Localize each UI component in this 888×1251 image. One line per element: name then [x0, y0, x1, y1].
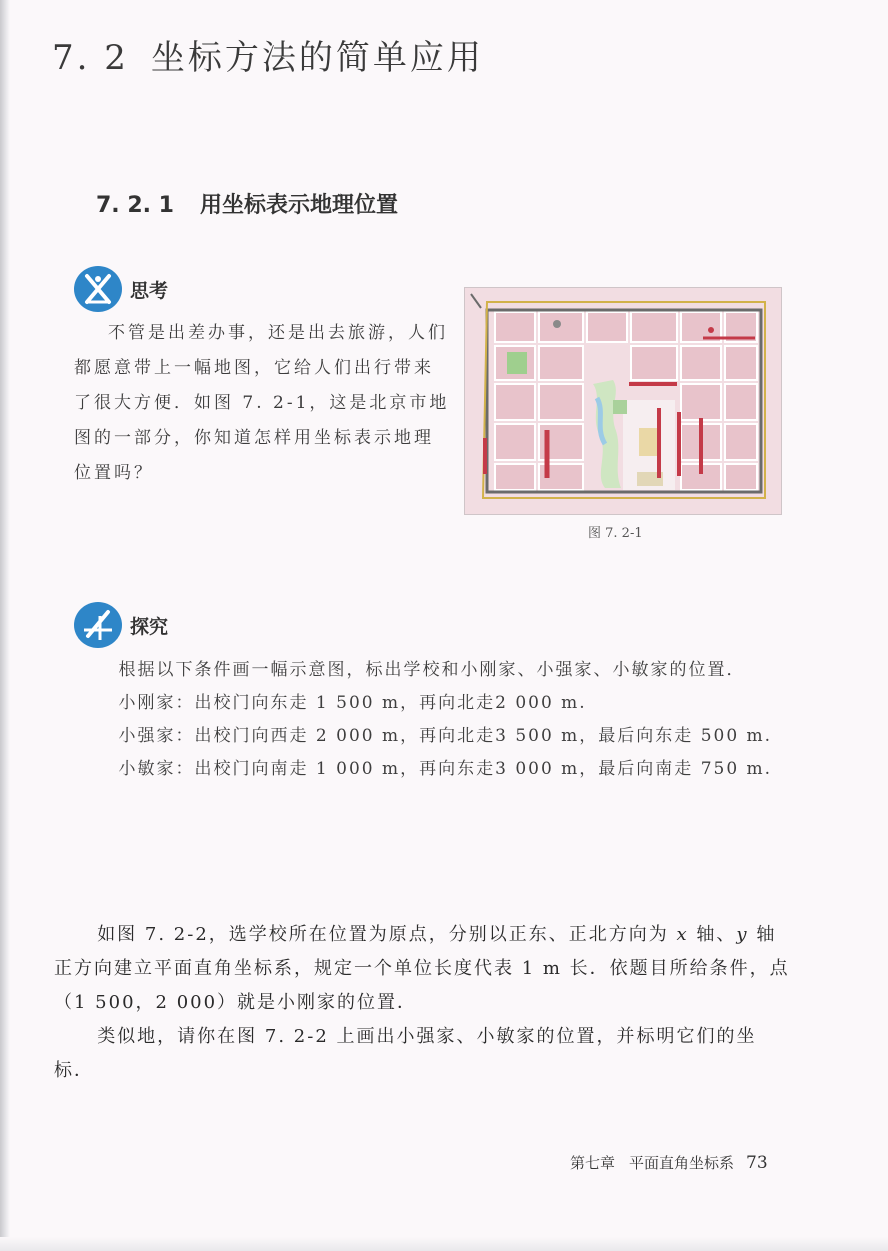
page-footer	[570, 1152, 768, 1173]
y-axis-variable: y	[736, 924, 749, 945]
map-image	[465, 288, 781, 514]
think-paragraph	[74, 316, 450, 491]
page-edge-shadow	[0, 0, 10, 1251]
explore-paragraph-1: 根据以下条件画一幅示意图，标出学校和小刚家、小强家、小敏家的位置．	[118, 660, 746, 680]
subsection-title-text: 用坐标表示地理位置	[199, 193, 398, 218]
explore-paragraph-4: 小敏家：出校门向南走 1 000 m，再向东走3 000 m，最后向南走 750 m.	[118, 759, 773, 779]
subsection-title	[96, 188, 398, 219]
compass-drawing-icon	[74, 266, 122, 312]
section-title-text: 坐标方法的简单应用	[150, 38, 484, 78]
page-bottom-shadow	[0, 1237, 888, 1251]
body-p1-part-c: 轴正方向建立平面直角坐标系，规定一个单位长度代表 1 m 长．依题目所给条件，点（1 500，2 000）就是小刚家的位置．	[54, 924, 790, 1013]
beijing-map-figure	[464, 287, 782, 515]
subsection-number: 7. 2. 1	[96, 193, 174, 218]
explore-heading	[74, 602, 168, 648]
explore-paragraph-2: 小刚家：出校门向东走 1 500 m，再向北走2 000 m.	[118, 693, 587, 713]
think-heading	[74, 266, 168, 312]
body-paragraph-1	[54, 918, 794, 1020]
figure-caption: 图 7. 2-1	[588, 526, 643, 541]
section-number: 7. 2	[52, 38, 129, 78]
x-axis-variable: x	[676, 924, 689, 945]
footer-chapter: 第七章	[570, 1154, 616, 1172]
explore-label: 探究	[130, 615, 169, 638]
footer-chapter-title: 平面直角坐标系	[629, 1154, 735, 1172]
explore-paragraph-3: 小强家：出校门向西走 2 000 m，再向北走3 500 m，最后向东走 500 m.	[118, 726, 773, 746]
body-text	[54, 918, 794, 1088]
explore-paragraphs	[76, 654, 776, 786]
section-title	[52, 30, 484, 79]
axes-drawing-icon	[74, 602, 122, 648]
body-p1-part-a: 如图 7. 2-2，选学校所在位置为原点，分别以正东、正北方向为	[97, 924, 669, 945]
body-paragraph-2: 类似地，请你在图 7. 2-2 上画出小强家、小敏家的位置，并标明它们的坐标．	[54, 1026, 757, 1081]
think-label: 思考	[130, 279, 169, 302]
body-p1-part-b: 轴、	[688, 924, 737, 945]
page-number: 73	[746, 1153, 768, 1173]
think-text: 不管是出差办事，还是出去旅游，人们都愿意带上一幅地图，它给人们出行带来了很大方便．如图 7. 2-1，这是北京市地图的一部分，你知道怎样用坐标表示地理位置吗？	[74, 323, 450, 483]
